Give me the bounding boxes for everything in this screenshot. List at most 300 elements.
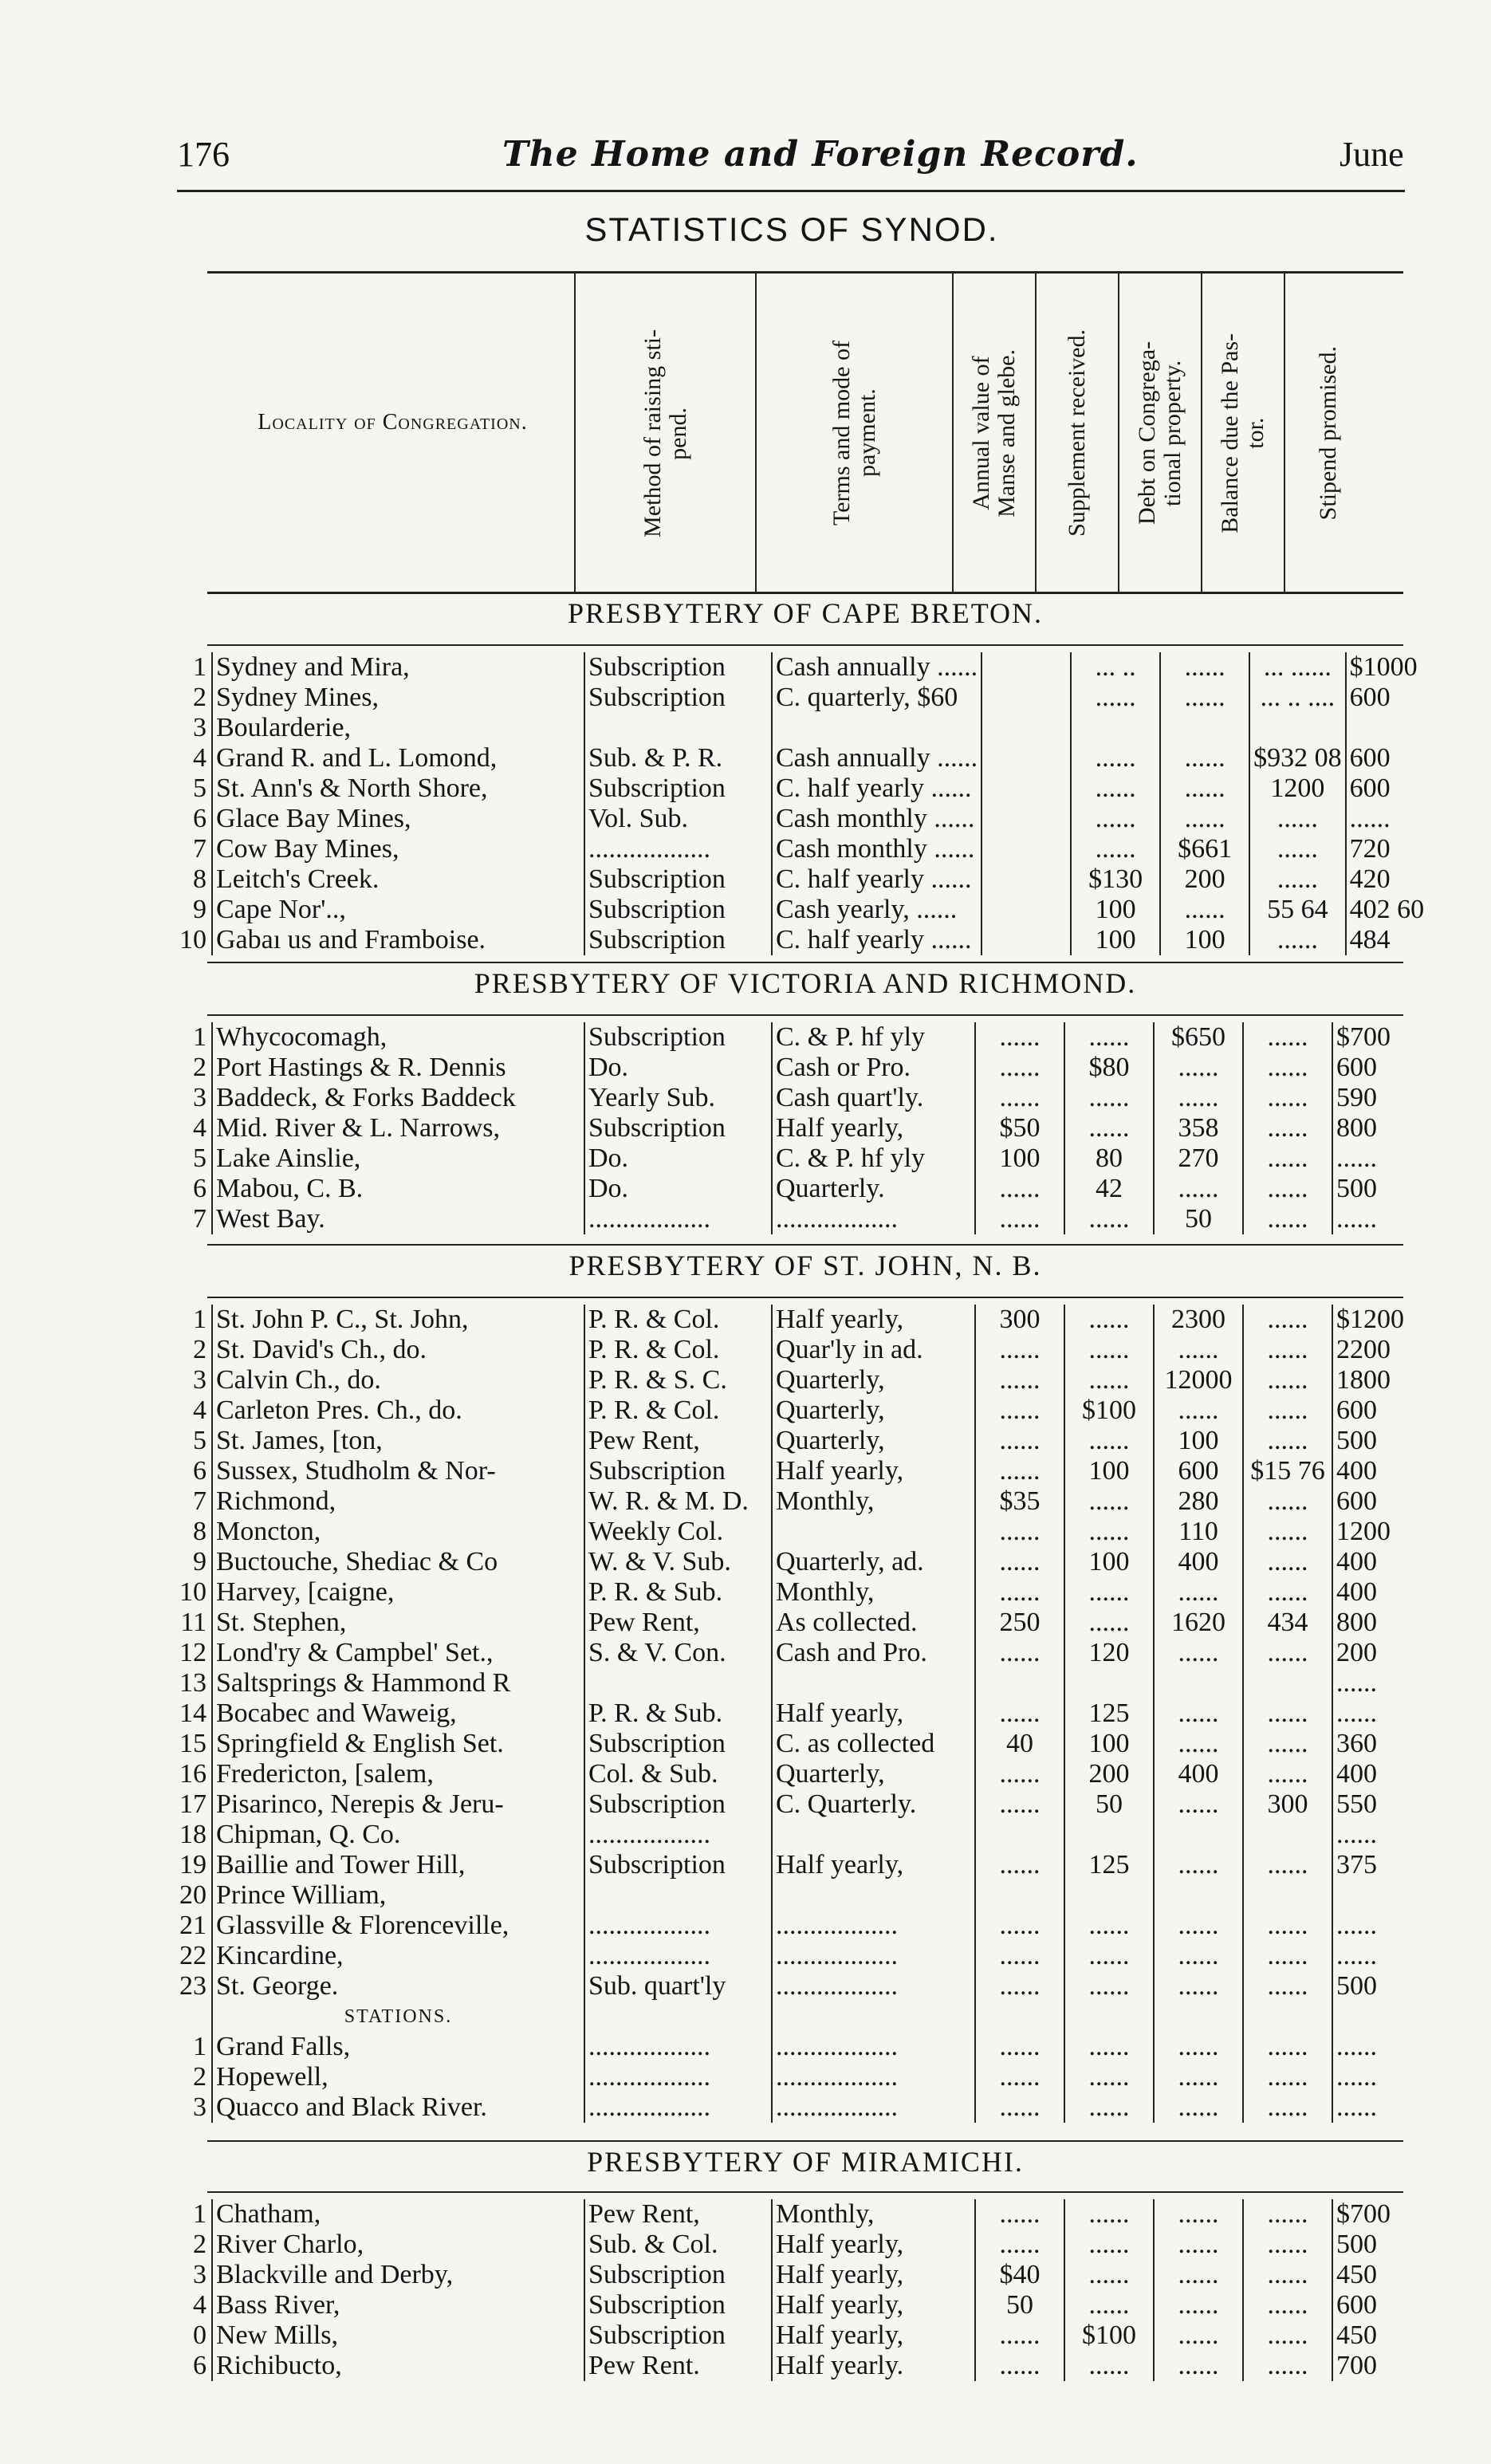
supplement-cell: ...... (1071, 683, 1160, 713)
terms-cell: Half yearly, (772, 2260, 975, 2290)
terms-cell: Quarterly, (772, 1426, 975, 1456)
balance-cell: ...... (1249, 804, 1346, 834)
method-cell: Subscription (584, 1789, 772, 1820)
manse-cell: ...... (975, 1911, 1064, 1941)
supplement-cell: $100 (1064, 1395, 1154, 1426)
congregation-name: Sussex, Studholm & Nor- (212, 1456, 584, 1486)
method-cell (584, 2002, 772, 2032)
terms-cell: Quarterly, (772, 1395, 975, 1426)
manse-cell: ...... (975, 1335, 1064, 1365)
congregation-name: STATIONS. (212, 2002, 584, 2032)
debt-cell: ...... (1154, 1577, 1243, 1608)
table-row (163, 1204, 1426, 1234)
row-number: 1 (193, 2199, 207, 2229)
stipend-cell (1346, 713, 1439, 743)
table-row (163, 1517, 1426, 1547)
supplement-cell (1064, 1880, 1154, 1911)
supplement-cell: 200 (1064, 1759, 1154, 1789)
terms-cell: Cash quart'ly. (772, 1083, 975, 1113)
congregation-name: Mabou, C. B. (212, 1174, 584, 1204)
terms-cell: Half yearly, (772, 2320, 975, 2351)
debt-cell: ...... (1160, 804, 1249, 834)
debt-cell: ...... (1154, 2199, 1243, 2230)
supplement-cell: ...... (1064, 1911, 1154, 1941)
table-row (163, 652, 1439, 683)
manse-cell: ...... (975, 2032, 1064, 2062)
section-rule (207, 2191, 1403, 2193)
stipend-cell: 400 (1332, 1759, 1426, 1789)
terms-cell: Half yearly, (772, 1456, 975, 1486)
stipend-cell: 484 (1346, 925, 1439, 955)
method-cell: Weekly Col. (584, 1517, 772, 1547)
supplement-cell: 125 (1064, 1698, 1154, 1729)
congregation-name: St. Stephen, (212, 1608, 584, 1638)
method-cell: P. R. & Col. (584, 1335, 772, 1365)
row-number: 7 (193, 1204, 207, 1234)
supplement-cell (1064, 2002, 1154, 2032)
stipend-cell: 450 (1332, 2260, 1426, 2290)
table-row (163, 1456, 1426, 1486)
debt-cell: ...... (1154, 2032, 1243, 2062)
supplement-cell: $130 (1071, 864, 1160, 895)
method-cell: Sub. & Col. (584, 2230, 772, 2260)
supplement-cell: 100 (1064, 1547, 1154, 1577)
stipend-cell: 400 (1332, 1456, 1426, 1486)
manse-cell (982, 652, 1071, 683)
stipend-cell: 800 (1332, 1113, 1426, 1143)
row-number: 9 (193, 1547, 207, 1576)
balance-cell (1243, 2002, 1332, 2032)
debt-cell: 280 (1154, 1486, 1243, 1517)
row-number: 4 (193, 1395, 207, 1425)
terms-cell: .................. (772, 1204, 975, 1234)
method-cell: Pew Rent, (584, 1608, 772, 1638)
manse-cell: ...... (975, 2351, 1064, 2381)
terms-cell (772, 1820, 975, 1850)
manse-cell (982, 773, 1071, 804)
table-row (163, 1850, 1426, 1880)
method-cell: P. R. & S. C. (584, 1365, 772, 1395)
debt-cell: ...... (1160, 652, 1249, 683)
balance-cell: ...... (1243, 2032, 1332, 2062)
congregation-name: Moncton, (212, 1517, 584, 1547)
supplement-cell: ...... (1064, 1113, 1154, 1143)
stipend-cell: 500 (1332, 1174, 1426, 1204)
row-number: 13 (179, 1668, 207, 1698)
debt-cell: ...... (1154, 1395, 1243, 1426)
debt-cell (1154, 1880, 1243, 1911)
debt-cell (1154, 1820, 1243, 1850)
manse-cell: ...... (975, 1053, 1064, 1083)
row-number: 20 (179, 1880, 207, 1910)
supplement-cell: ...... (1064, 2351, 1154, 2381)
method-cell: Pew Rent, (584, 1426, 772, 1456)
column-header-block (207, 271, 1403, 594)
stipend-cell: $1000 (1346, 652, 1439, 683)
method-cell: P. R. & Col. (584, 1305, 772, 1335)
balance-cell: 55 64 (1249, 895, 1346, 925)
presbytery-title: PRESBYTERY OF VICTORIA AND RICHMOND. (474, 967, 1137, 999)
method-cell: .................. (584, 834, 772, 864)
supplement-cell: ...... (1071, 743, 1160, 773)
manse-cell (975, 1668, 1064, 1698)
congregation-name: Cape Nor'.., (212, 895, 584, 925)
congregation-name: Carleton Pres. Ch., do. (212, 1395, 584, 1426)
supplement-cell: ...... (1064, 1971, 1154, 2002)
balance-cell: ...... (1243, 1395, 1332, 1426)
debt-cell: ...... (1154, 1971, 1243, 2002)
table-row (163, 713, 1439, 743)
row-number: 4 (193, 1113, 207, 1143)
balance-cell: ...... (1243, 2062, 1332, 2092)
table-row (163, 1113, 1426, 1143)
table-row (163, 2290, 1426, 2320)
manse-cell: ...... (975, 2199, 1064, 2230)
manse-cell (982, 925, 1071, 955)
row-number: 7 (193, 834, 207, 864)
stipend-cell: ...... (1332, 1204, 1426, 1234)
terms-cell: .................. (772, 2092, 975, 2123)
stipend-cell: ...... (1332, 1143, 1426, 1174)
balance-cell: $15 76 (1243, 1456, 1332, 1486)
congregation-name: Fredericton, [salem, (212, 1759, 584, 1789)
manse-cell: $40 (975, 2260, 1064, 2290)
table-row (163, 1143, 1426, 1174)
balance-cell: ...... (1243, 1577, 1332, 1608)
manse-cell: $50 (975, 1113, 1064, 1143)
manse-cell: ...... (975, 1022, 1064, 1053)
table-row (163, 1174, 1426, 1204)
supplement-cell: ...... (1064, 2230, 1154, 2260)
stipend-cell: ...... (1332, 2092, 1426, 2123)
congregation-name: St. James, [ton, (212, 1426, 584, 1456)
supplement-cell: ...... (1064, 2199, 1154, 2230)
manse-cell: $35 (975, 1486, 1064, 1517)
table-row (163, 2230, 1426, 2260)
stipend-cell: $700 (1332, 1022, 1426, 1053)
manse-cell: ...... (975, 1941, 1064, 1971)
stipend-cell (1332, 2002, 1426, 2032)
terms-cell (772, 713, 982, 743)
congregation-name: West Bay. (212, 1204, 584, 1234)
debt-cell: 100 (1154, 1426, 1243, 1456)
table-row (163, 864, 1439, 895)
manse-cell: 300 (975, 1305, 1064, 1335)
supplement-cell: 80 (1064, 1143, 1154, 1174)
terms-cell: Half yearly, (772, 1113, 975, 1143)
row-number: 15 (179, 1729, 207, 1758)
terms-cell: .................. (772, 1941, 975, 1971)
stipend-cell: 450 (1332, 2320, 1426, 2351)
balance-cell: 434 (1243, 1608, 1332, 1638)
terms-cell (772, 2002, 975, 2032)
method-cell: .................. (584, 1911, 772, 1941)
congregation-table (163, 1022, 1426, 1234)
congregation-name: Pisarinco, Nerepis & Jeru- (212, 1789, 584, 1820)
debt-cell: ...... (1154, 1850, 1243, 1880)
debt-cell: 100 (1160, 925, 1249, 955)
table-row (163, 1426, 1426, 1456)
stipend-cell: ...... (1346, 804, 1439, 834)
balance-cell: ...... (1243, 1053, 1332, 1083)
header-rule (177, 190, 1405, 192)
manse-column-header: Annual value of Manse and glebe. (968, 348, 1020, 518)
supplement-cell (1064, 1668, 1154, 1698)
stipend-cell: 600 (1332, 1486, 1426, 1517)
congregation-name: Port Hastings & R. Dennis (212, 1053, 584, 1083)
terms-cell: Quarterly. (772, 1174, 975, 1204)
table-row (163, 2092, 1426, 2123)
table-row (163, 925, 1439, 955)
table-row (163, 1547, 1426, 1577)
balance-cell: ...... (1243, 2260, 1332, 2290)
terms-cell: Cash annually ...... (772, 652, 982, 683)
congregation-name: Blackville and Derby, (212, 2260, 584, 2290)
supplement-cell: $100 (1064, 2320, 1154, 2351)
supplement-cell: ...... (1064, 2290, 1154, 2320)
stipend-cell: 360 (1332, 1729, 1426, 1759)
manse-cell (975, 2002, 1064, 2032)
debt-cell: ...... (1154, 2320, 1243, 2351)
stipend-cell: 400 (1332, 1547, 1426, 1577)
manse-cell: ...... (975, 1577, 1064, 1608)
supplement-cell: 100 (1071, 895, 1160, 925)
terms-cell: Quarterly, ad. (772, 1547, 975, 1577)
balance-cell: ...... (1243, 1850, 1332, 1880)
supplement-cell: $80 (1064, 1053, 1154, 1083)
section-rule (207, 1244, 1403, 1246)
debt-cell: 12000 (1154, 1365, 1243, 1395)
table-row (163, 1880, 1426, 1911)
stipend-cell: 800 (1332, 1608, 1426, 1638)
stipend-cell: 402 60 (1346, 895, 1439, 925)
method-cell: Subscription (584, 683, 772, 713)
table-row (163, 1638, 1426, 1668)
manse-cell: ...... (975, 1971, 1064, 2002)
debt-cell (1154, 1668, 1243, 1698)
row-number: 17 (179, 1789, 207, 1819)
row-number: 9 (193, 895, 207, 924)
congregation-name: St. Ann's & North Shore, (212, 773, 584, 804)
row-number: 4 (193, 2290, 207, 2320)
method-cell: Subscription (584, 2320, 772, 2351)
table-row (163, 1941, 1426, 1971)
row-number: 5 (193, 773, 207, 803)
terms-cell: Monthly, (772, 1486, 975, 1517)
debt-cell: ...... (1154, 1053, 1243, 1083)
balance-cell: ...... (1243, 1911, 1332, 1941)
supplement-cell: ...... (1064, 2260, 1154, 2290)
supplement-cell: 100 (1064, 1456, 1154, 1486)
debt-cell: ...... (1160, 773, 1249, 804)
congregation-name: Glassville & Florenceville, (212, 1911, 584, 1941)
manse-cell: ...... (975, 1395, 1064, 1426)
table-row (163, 834, 1439, 864)
row-number: 21 (179, 1911, 207, 1940)
balance-cell: ...... (1243, 1022, 1332, 1053)
method-cell: P. R. & Col. (584, 1395, 772, 1426)
balance-cell: ...... (1243, 1759, 1332, 1789)
manse-cell: ...... (975, 2320, 1064, 2351)
table-row (163, 1305, 1426, 1335)
supplement-cell: 125 (1064, 1850, 1154, 1880)
terms-cell: Half yearly, (772, 1850, 975, 1880)
method-cell: Pew Rent, (584, 2199, 772, 2230)
method-cell: Subscription (584, 1729, 772, 1759)
row-number: 2 (193, 1053, 207, 1082)
supplement-cell: ...... (1064, 1941, 1154, 1971)
stipend-cell: 500 (1332, 1426, 1426, 1456)
table-row (163, 1729, 1426, 1759)
balance-cell: ...... (1243, 2351, 1332, 2381)
method-cell: Subscription (584, 1850, 772, 1880)
row-number: 12 (179, 1638, 207, 1667)
table-row (163, 1053, 1426, 1083)
debt-column-header: Debt on Congrega- tional property. (1134, 341, 1186, 525)
debt-cell: $650 (1154, 1022, 1243, 1053)
table-row (163, 1971, 1426, 2002)
row-number: 6 (193, 1174, 207, 1203)
section-rule (207, 644, 1403, 646)
terms-cell: C. & P. hf yly (772, 1022, 975, 1053)
terms-column-header: Terms and mode of payment. (828, 340, 880, 525)
balance-cell: 300 (1243, 1789, 1332, 1820)
terms-cell: Half yearly. (772, 2351, 975, 2381)
terms-cell: C. as collected (772, 1729, 975, 1759)
supplement-cell: ...... (1064, 1577, 1154, 1608)
congregation-name: Sydney Mines, (212, 683, 584, 713)
congregation-name: Kincardine, (212, 1941, 584, 1971)
stipend-cell: 600 (1346, 773, 1439, 804)
section-rule (207, 1014, 1403, 1016)
balance-cell: ...... (1243, 1083, 1332, 1113)
debt-cell: $661 (1160, 834, 1249, 864)
supplement-cell: ...... (1064, 1335, 1154, 1365)
manse-cell: ...... (975, 1789, 1064, 1820)
debt-cell: 400 (1154, 1547, 1243, 1577)
debt-cell: 200 (1160, 864, 1249, 895)
debt-cell: ...... (1154, 1729, 1243, 1759)
method-cell (584, 713, 772, 743)
debt-cell: 358 (1154, 1113, 1243, 1143)
method-column-header: Method of raising sti- pend. (639, 329, 691, 537)
table-row (163, 1789, 1426, 1820)
method-cell: .................. (584, 2092, 772, 2123)
stipend-cell: 600 (1346, 743, 1439, 773)
congregation-name: Glace Bay Mines, (212, 804, 584, 834)
congregation-name: Whycocomagh, (212, 1022, 584, 1053)
method-cell: Subscription (584, 2260, 772, 2290)
table-row (163, 1365, 1426, 1395)
terms-cell: .................. (772, 1911, 975, 1941)
manse-cell (982, 864, 1071, 895)
balance-cell: ...... (1243, 1971, 1332, 2002)
method-cell: .................. (584, 2062, 772, 2092)
method-cell: P. R. & Sub. (584, 1698, 772, 1729)
balance-cell: ...... (1243, 1335, 1332, 1365)
table-row (163, 1911, 1426, 1941)
debt-cell: 270 (1154, 1143, 1243, 1174)
table-row (163, 2032, 1426, 2062)
debt-cell: ...... (1154, 2062, 1243, 2092)
debt-cell: ...... (1154, 2351, 1243, 2381)
congregation-name: Prince William, (212, 1880, 584, 1911)
row-number: 11 (180, 1608, 207, 1637)
supplement-cell: ...... (1071, 834, 1160, 864)
stipend-cell: ...... (1332, 2062, 1426, 2092)
terms-cell: Half yearly, (772, 2230, 975, 2260)
terms-cell: Cash yearly, ...... (772, 895, 982, 925)
congregation-name: Calvin Ch., do. (212, 1365, 584, 1395)
stipend-cell: 600 (1346, 683, 1439, 713)
method-cell: Yearly Sub. (584, 1083, 772, 1113)
congregation-name: Richibucto, (212, 2351, 584, 2381)
debt-cell: ...... (1154, 1083, 1243, 1113)
manse-cell: ...... (975, 2062, 1064, 2092)
table-row (163, 804, 1439, 834)
balance-cell: ...... (1243, 1426, 1332, 1456)
debt-cell: ...... (1154, 1335, 1243, 1365)
supplement-cell: 100 (1071, 925, 1160, 955)
stipend-cell: 600 (1332, 1053, 1426, 1083)
row-number: 1 (193, 652, 207, 682)
terms-cell: C. half yearly ...... (772, 925, 982, 955)
balance-cell: ...... (1243, 1113, 1332, 1143)
stipend-cell: ...... (1332, 2032, 1426, 2062)
manse-cell: ...... (975, 1517, 1064, 1547)
supplement-cell: ... .. (1071, 652, 1160, 683)
row-number: 14 (179, 1698, 207, 1728)
table-row (163, 1335, 1426, 1365)
supplement-cell: ...... (1064, 1608, 1154, 1638)
balance-cell (1243, 1668, 1332, 1698)
congregation-name: Hopewell, (212, 2062, 584, 2092)
stipend-cell: 550 (1332, 1789, 1426, 1820)
congregation-name: Saltsprings & Hammond R (212, 1668, 584, 1698)
method-cell: Vol. Sub. (584, 804, 772, 834)
row-number: 2 (193, 2062, 207, 2092)
balance-cell: $932 08 (1249, 743, 1346, 773)
congregation-name: Leitch's Creek. (212, 864, 584, 895)
table-row (163, 683, 1439, 713)
method-cell: .................. (584, 1941, 772, 1971)
terms-cell: .................. (772, 2062, 975, 2092)
terms-cell: Monthly, (772, 1577, 975, 1608)
manse-cell: ...... (975, 2230, 1064, 2260)
row-number: 3 (193, 713, 207, 742)
manse-cell: ...... (975, 1083, 1064, 1113)
manse-cell (982, 683, 1071, 713)
method-cell: Subscription (584, 1022, 772, 1053)
terms-cell: C. half yearly ...... (772, 773, 982, 804)
table-row (163, 2260, 1426, 2290)
congregation-name: Cow Bay Mines, (212, 834, 584, 864)
supplement-cell: 100 (1064, 1729, 1154, 1759)
row-number: 2 (193, 683, 207, 712)
table-row (163, 1668, 1426, 1698)
row-number: 8 (193, 864, 207, 894)
row-number: 7 (193, 1486, 207, 1516)
balance-cell: ...... (1243, 1174, 1332, 1204)
stipend-cell: $1200 (1332, 1305, 1426, 1335)
congregation-name: Mid. River & L. Narrows, (212, 1113, 584, 1143)
debt-cell: 110 (1154, 1517, 1243, 1547)
terms-cell: Cash or Pro. (772, 1053, 975, 1083)
stipend-cell: 700 (1332, 2351, 1426, 2381)
supplement-cell: ...... (1064, 1426, 1154, 1456)
table-row (163, 2351, 1426, 2381)
manse-cell: 100 (975, 1143, 1064, 1174)
